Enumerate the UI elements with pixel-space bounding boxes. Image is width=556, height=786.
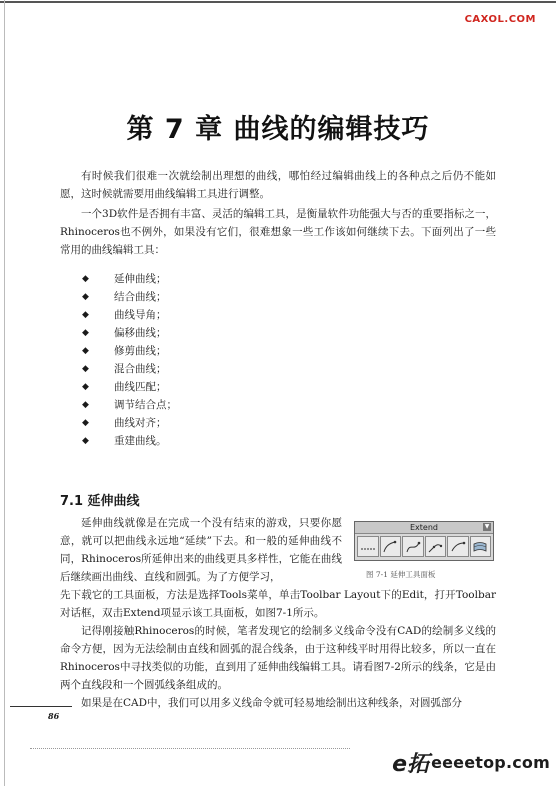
extend-line-icon — [357, 536, 379, 557]
footer-dotted-line — [30, 748, 350, 750]
page-number: 86 — [48, 711, 60, 721]
header-logo: CAXOL.COM — [464, 14, 536, 25]
toolbar-titlebar — [355, 522, 493, 534]
toolbar-menu-icon: ▼ — [484, 523, 490, 530]
list-item — [82, 288, 177, 306]
extend-to-point-icon — [447, 536, 469, 557]
diamond-bullet-icon: ◆ — [82, 400, 89, 410]
section-paragraph-1: 延伸曲线就像是在完成一个没有结束的游戏，只要你愿意，就可以把曲线永远地“延续”下去。和一般的延伸曲线不同，Rhinoceros所延伸出来的曲线更具多样性，它能在曲线后继续画出曲线、直线和圆弧。为了方便学习， — [60, 517, 342, 583]
list-item — [82, 432, 177, 450]
list-item-label: 曲线对齐； — [114, 417, 167, 429]
diamond-bullet-icon: ◆ — [82, 310, 89, 320]
list-item — [82, 270, 177, 288]
list-item — [82, 306, 177, 324]
list-item — [82, 342, 177, 360]
diamond-bullet-icon: ◆ — [82, 436, 89, 446]
list-item-label: 延伸曲线； — [114, 273, 167, 285]
watermark-text: eeeetop.com — [431, 753, 550, 772]
list-item-label: 结合曲线； — [114, 291, 167, 303]
watermark-logo — [392, 747, 550, 778]
list-item-label: 修剪曲线； — [114, 345, 167, 357]
intro-paragraph-2: 一个3D软件是否拥有丰富、灵活的编辑工具，是衡量软件功能强大与否的重要指标之一，Rhinoceros也不例外，如果没有它们，很难想象一些工作该如何继续下去。下面列出了一些常用的曲线编辑工具： — [60, 208, 496, 256]
list-item-label: 混合曲线； — [114, 363, 167, 375]
extend-by-arc-icon — [425, 536, 447, 557]
diamond-bullet-icon: ◆ — [82, 292, 89, 302]
footer-rule — [10, 706, 72, 707]
list-item-label: 曲线匹配； — [114, 381, 167, 393]
tool-list — [82, 270, 177, 450]
list-item — [82, 378, 177, 396]
toolbar-title: Extend — [410, 523, 438, 532]
list-item-label: 调节结合点； — [114, 399, 177, 411]
section-paragraph-2: 记得刚接触Rhinoceros的时候，笔者发现它的绘制多义线命令没有CAD的绘制多义线的命令方便，因为无法绘制由直线和圆弧的混合线条，由于这种线平时用得比较多，所以一直在Rhinoceros中寻找类似的功能，直到用了延伸曲线编辑工具。请看图7-2所示的线条，它是由两个直线段和一个圆弧线条组成的。 — [60, 625, 496, 691]
diamond-bullet-icon: ◆ — [82, 274, 89, 284]
extend-toolbar-figure — [354, 521, 494, 561]
list-item-label: 重建曲线。 — [114, 435, 167, 447]
section-heading: 7.1 延伸曲线 — [60, 494, 140, 509]
extend-curve-icon — [402, 536, 424, 557]
extend-surface-icon — [470, 536, 492, 557]
diamond-bullet-icon: ◆ — [82, 418, 89, 428]
watermark-mark: e拓 — [392, 752, 430, 777]
intro-paragraph-1: 有时候我们很难一次就绘制出理想的曲线，哪怕经过编辑曲线上的各种点之后仍不能如愿，这时候就需要用曲线编辑工具进行调整。 — [60, 170, 496, 200]
chapter-title: 第 7 章 曲线的编辑技巧 — [126, 114, 430, 145]
list-item-label: 偏移曲线； — [114, 327, 167, 339]
extend-arc-icon — [380, 536, 402, 557]
section-paragraph-3: 如果是在CAD中，我们可以用多义线命令就可轻易地绘制出这种线条，对圆弧部分 — [81, 697, 463, 709]
toolbar-buttons — [355, 534, 493, 559]
top-rule — [0, 1, 556, 3]
diamond-bullet-icon: ◆ — [82, 364, 89, 374]
list-item — [82, 396, 177, 414]
diamond-bullet-icon: ◆ — [82, 346, 89, 356]
list-item — [82, 360, 177, 378]
diamond-bullet-icon: ◆ — [82, 382, 89, 392]
figure-caption: 图 7-1 延伸工具面板 — [366, 570, 436, 579]
diamond-bullet-icon: ◆ — [82, 328, 89, 338]
section-paragraph-1-continued: 先下载它的工具面板，方法是选择Tools菜单，单击Toolbar Layout下的Edit，打开Toolbar对话框，双击Extend项显示该工具面板，如图7-1所示。 — [60, 589, 496, 619]
list-item-label: 曲线导角； — [114, 309, 167, 321]
list-item — [82, 414, 177, 432]
list-item — [82, 324, 177, 342]
